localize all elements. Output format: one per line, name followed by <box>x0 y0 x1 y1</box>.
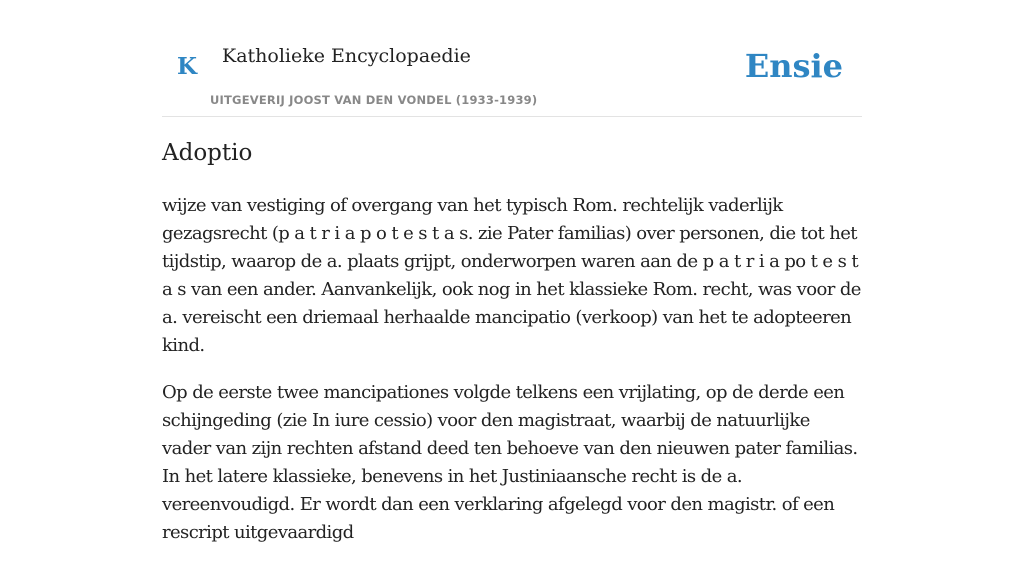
page <box>162 0 862 543</box>
article-paragraph: Op de eerste twee mancipationes volgde telkens een vrijlating, op de derde een schijngeding (zie In iure cessio) voor den magistraat, waarbij de natuurlijke vader van zijn rechten afstand deed ten behoeve van den nieuwen pater familias. In het latere klassieke, benevens in het Justiniaansche recht is de a. vereenvoudigd. Er wordt dan een verklaring afgelegd voor den magistr. of een rescript uitgevaardigd <box>162 382 858 543</box>
encyclopedia-title[interactable]: Katholieke Encyclopaedie <box>222 45 471 67</box>
article-body <box>162 192 862 566</box>
logo-k[interactable]: K <box>177 53 197 80</box>
ensie-logo[interactable]: Ensie <box>744 47 843 85</box>
article-paragraph: wijze van vestiging of overgang van het typisch Rom. rechtelijk vaderlijk gezagsrecht (p a t r i a p o t e s t a s. zie Pater familias) over personen, die tot het tijdstip, waarop de a. plaats grijpt, onderworpen waren aan de p a t r i a po t e s t a s van een ander. Aanvankelijk, ook nog in het klassieke Rom. recht, was voor de a. vereischt een driemaal herhaalde mancipatio (verkoop) van het te adopteeren kind. <box>162 195 861 356</box>
article-title: Adoptio <box>162 140 253 166</box>
publisher-subtitle: UITGEVERIJ JOOST VAN DEN VONDEL (1933-1939) <box>210 93 538 107</box>
site-header <box>162 0 862 117</box>
